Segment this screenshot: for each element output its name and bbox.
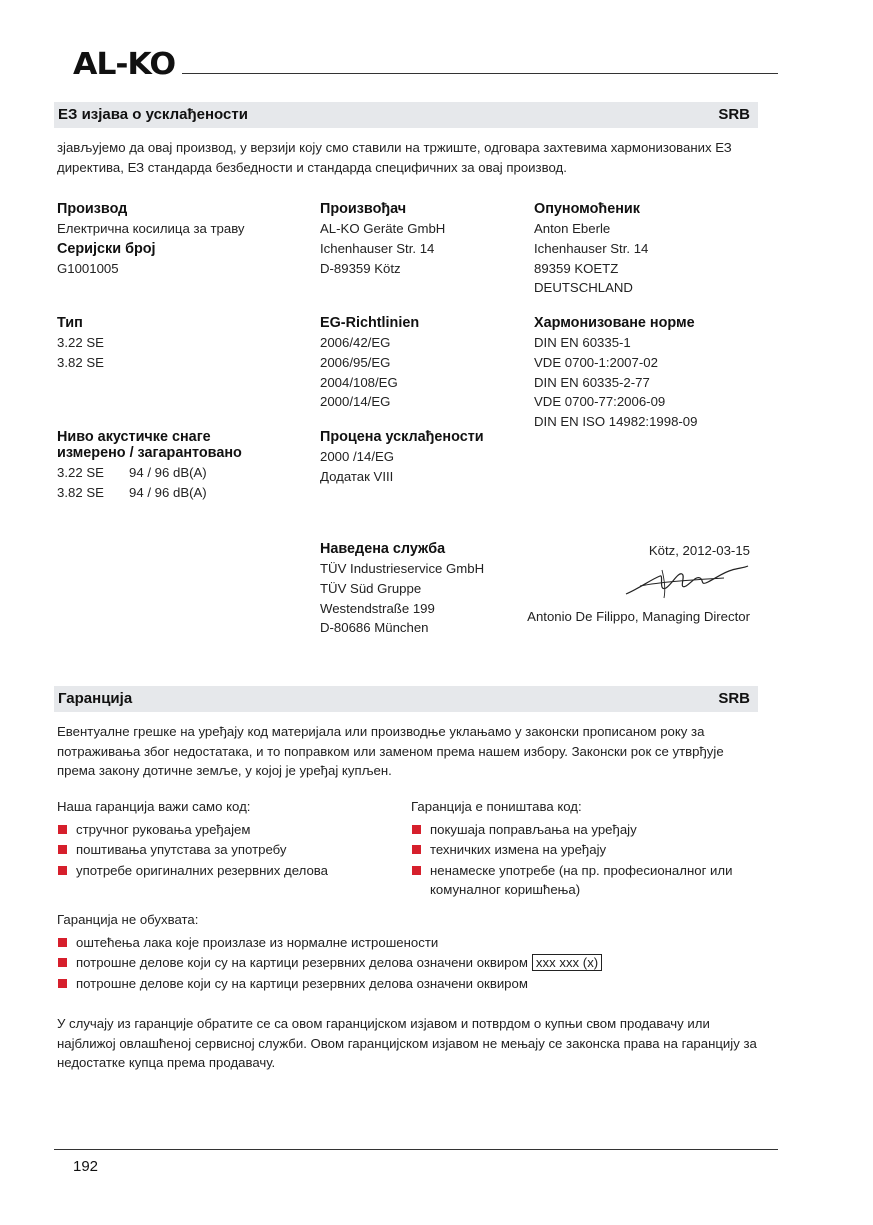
bullet-square-icon bbox=[58, 979, 67, 988]
list-item: поштивања упутстава за употребу bbox=[57, 840, 377, 860]
section-title: Гаранција bbox=[58, 690, 133, 707]
notified-heading: Наведена служба bbox=[320, 541, 446, 557]
place-date: Kötz, 2012-03-15 bbox=[648, 543, 750, 558]
directive-line: 2006/42/EG bbox=[320, 335, 391, 350]
assessment-line: Додатак VIII bbox=[320, 468, 394, 484]
signer-name: Antonio De Filippo, Managing Director bbox=[527, 609, 750, 624]
norm-line: VDE 0700-1:2007-02 bbox=[534, 354, 658, 370]
assessment-block bbox=[320, 429, 540, 487]
assessment-heading: Процена усклађености bbox=[320, 429, 484, 445]
warranty-valid-heading: Наша гаранција важи само код: bbox=[57, 799, 251, 814]
list-item: ненамеске употребе (на пр. професионалног или комуналног коришћења) bbox=[411, 861, 751, 900]
bullet-square-icon bbox=[58, 958, 67, 967]
noise-block bbox=[57, 429, 307, 503]
directive-line: 2000/14/EG bbox=[320, 394, 391, 410]
declaration-intro: зјављујемо да овај производ, у верзији коју смо ставили на тржиште, одговара захтевима хармонизованих ЕЗ директива, ЕЗ стандарда безбедности и стандарда специфичних за овај производ. bbox=[57, 140, 732, 175]
representative-line: 89359 KOETZ bbox=[534, 260, 619, 276]
norms-heading: Хармонизоване норме bbox=[534, 315, 695, 331]
manufacturer-line: Ichenhauser Str. 14 bbox=[320, 240, 435, 256]
manufacturer-heading: Произвођач bbox=[320, 201, 407, 217]
warranty-valid-block bbox=[57, 797, 377, 881]
norms-block bbox=[534, 315, 758, 432]
section-band-warranty bbox=[54, 686, 758, 712]
language-code: SRB bbox=[718, 690, 750, 707]
noise-value: 94 / 96 dB(A) bbox=[129, 484, 207, 500]
noise-heading: Ниво акустичке снаге bbox=[57, 429, 211, 445]
directives-block bbox=[320, 315, 530, 412]
noise-row bbox=[57, 463, 307, 483]
page-number: 192 bbox=[73, 1158, 99, 1175]
warranty-closing: У случају из гаранције обратите се са овом гаранцијском изјавом и потврдом о купњи свом продавачу или најближој овлашћеној сервисној служби. Овом гаранцијском изјавом не мењају се законска права на гаранцију за недостатке купца према продавачу. bbox=[57, 1016, 757, 1070]
list-item: оштећења лака које произлазе из нормалне истрошености bbox=[57, 933, 757, 953]
bullet-square-icon bbox=[58, 825, 67, 834]
serial-heading: Серијски број bbox=[57, 240, 156, 257]
list-item: потрошне делове који су на картици резервних делова означени оквиром bbox=[57, 974, 757, 994]
language-code: SRB bbox=[718, 106, 750, 123]
norm-line: DIN EN 60335-2-77 bbox=[534, 374, 650, 390]
norm-line: DIN EN ISO 14982:1998-09 bbox=[534, 414, 698, 430]
manufacturer-block bbox=[320, 201, 530, 278]
type-heading: Тип bbox=[57, 315, 83, 331]
norm-line: VDE 0700-77:2006-09 bbox=[534, 394, 666, 410]
representative-line: DEUTSCHLAND bbox=[534, 280, 633, 296]
alko-logo: AL-KO bbox=[73, 47, 176, 82]
directives-heading: EG-Richtlinien bbox=[320, 315, 420, 331]
type-block bbox=[57, 315, 297, 373]
bullet-square-icon bbox=[58, 866, 67, 875]
bullet-square-icon bbox=[412, 866, 421, 875]
product-block bbox=[57, 201, 297, 279]
warranty-exclusions-heading: Гаранција не обухвата: bbox=[57, 912, 199, 927]
warranty-exclusions-block bbox=[57, 910, 757, 994]
notified-line: D-80686 München bbox=[320, 620, 429, 636]
directive-line: 2004/108/EG bbox=[320, 374, 398, 390]
manufacturer-line: AL-KO Geräte GmbH bbox=[320, 221, 446, 236]
norm-line: DIN EN 60335-1 bbox=[534, 335, 631, 350]
signature-image bbox=[620, 562, 750, 602]
bullet-square-icon bbox=[412, 825, 421, 834]
list-item: техничких измена на уређају bbox=[411, 840, 751, 860]
bullet-square-icon bbox=[58, 938, 67, 947]
list-item: потрошне делове који су на картици резервних делова означени оквиром xxx xxx (x) bbox=[57, 953, 757, 973]
assessment-line: 2000 /14/EG bbox=[320, 449, 395, 464]
serial-value: G1001005 bbox=[57, 260, 119, 276]
notified-line: TÜV Industrieservice GmbH bbox=[320, 561, 485, 576]
notified-line: Westendstraße 199 bbox=[320, 600, 435, 616]
bullet-square-icon bbox=[412, 845, 421, 854]
list-item: стручног руковања уређајем bbox=[57, 820, 377, 840]
noise-row bbox=[57, 483, 307, 503]
directive-line: 2006/95/EG bbox=[320, 354, 391, 370]
bullet-square-icon bbox=[58, 845, 67, 854]
list-item: покушаја поправљања на уређају bbox=[411, 820, 751, 840]
noise-model: 3.82 SE bbox=[57, 484, 104, 500]
type-line: 3.22 SE bbox=[57, 335, 104, 350]
notified-body-block bbox=[320, 541, 540, 638]
footer-rule bbox=[54, 1149, 778, 1150]
noise-value: 94 / 96 dB(A) bbox=[129, 465, 207, 480]
representative-heading: Опуномоћеник bbox=[534, 201, 640, 217]
product-value: Електрична косилица за траву bbox=[57, 221, 245, 236]
section-band-declaration bbox=[54, 102, 758, 128]
notified-line: TÜV Süd Gruppe bbox=[320, 580, 422, 596]
noise-model: 3.22 SE bbox=[57, 465, 104, 480]
warranty-void-heading: Гаранција е поништава код: bbox=[411, 799, 582, 814]
warranty-intro: Евентуалне грешке на уређају код материјала или производње уклањамо у законски прописаном року за потраживања због недостатака, и то поправком или заменом према нашем избору. Законски рок се утврђује према закону дотичне земље, у којој је уређај купљен. bbox=[57, 724, 724, 778]
header-rule bbox=[182, 73, 778, 74]
list-item: употребе оригиналних резервних делова bbox=[57, 861, 377, 881]
product-heading: Производ bbox=[57, 201, 128, 217]
representative-block bbox=[534, 201, 754, 298]
warranty-void-block bbox=[411, 797, 751, 901]
section-title: ЕЗ изјава о усклађености bbox=[58, 106, 248, 123]
representative-line: Anton Eberle bbox=[534, 221, 611, 236]
noise-subheading: измерено / загарантовано bbox=[57, 445, 242, 461]
type-line: 3.82 SE bbox=[57, 354, 104, 370]
boxed-part-code: xxx xxx (x) bbox=[532, 954, 602, 971]
manufacturer-line: D-89359 Kötz bbox=[320, 260, 401, 276]
representative-line: Ichenhauser Str. 14 bbox=[534, 240, 649, 256]
